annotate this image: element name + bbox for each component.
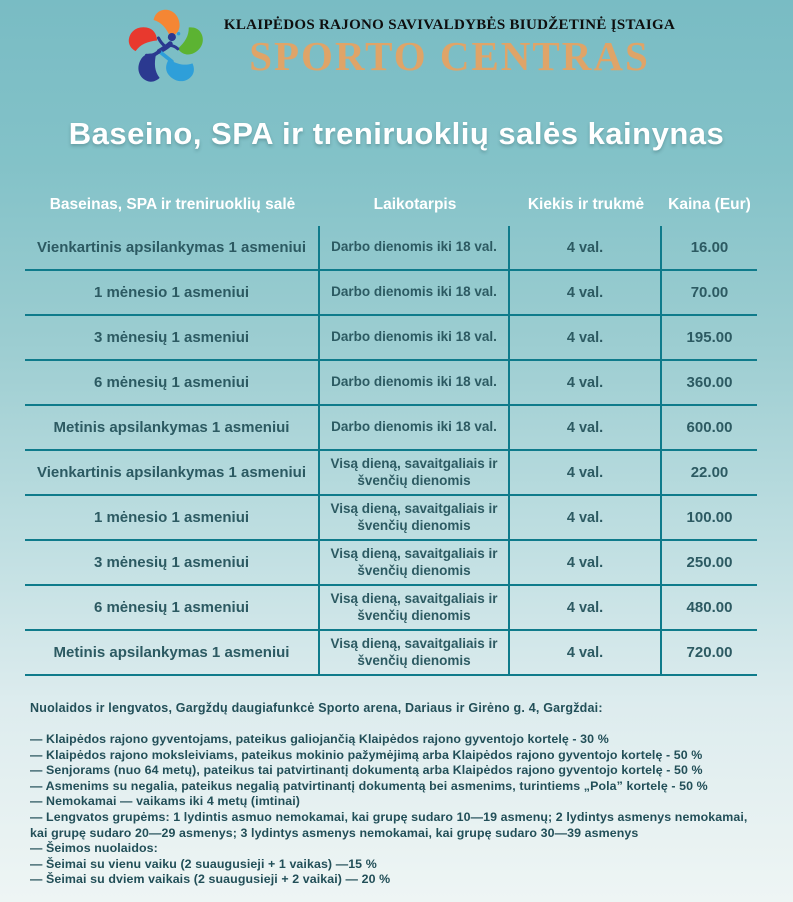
service-cell: 1 mėnesio 1 asmeniui [25,271,320,314]
table-row [25,496,757,541]
duration-cell: 4 val. [510,631,662,674]
price-cell: 360.00 [686,374,733,391]
discount-item: — Klaipėdos rajono gyventojams, pateikus galiojančią Klaipėdos rajono gyventojo kortelę - 30 % [30,732,609,746]
period-cell: Visą dieną, savaitgaliais ir švenčių dienomis [320,586,510,629]
price-cell: 100.00 [686,509,733,526]
period-cell: Darbo dienomis iki 18 val. [320,406,510,449]
period-cell: Darbo dienomis iki 18 val. [320,271,510,314]
period-cell: Visą dieną, savaitgaliais ir švenčių dienomis [320,541,510,584]
period-cell: Darbo dienomis iki 18 val. [320,316,510,359]
period-cell: Visą dieną, savaitgaliais ir švenčių dienomis [320,496,510,539]
service-cell: 1 mėnesio 1 asmeniui [25,496,320,539]
price-cell: 195.00 [686,329,733,346]
duration-cell: 4 val. [510,451,662,494]
table-row [25,316,757,361]
table-row [25,586,757,631]
duration-cell: 4 val. [510,406,662,449]
table-row [25,541,757,586]
org-name: SPORTO CENTRAS [249,33,650,80]
service-cell: Vienkartinis apsilankymas 1 asmeniui [25,451,320,494]
table-row [25,451,757,496]
table-row [25,226,757,271]
discount-item: — Lengvatos grupėms: 1 lydintis asmuo nemokamai, kai grupę sudaro 10—19 asmenų; 2 lydintys asmenys nemokamai, kai grupę sudaro 20—29 asmenys; 3 lydintys asmenys nemokamai, kai grupę sudaro 30—39 asmenys [30,809,748,840]
table-header-row [25,196,757,214]
discount-item: — Nemokamai — vaikams iki 4 metų (imtinai) [30,794,301,809]
service-cell: 6 mėnesių 1 asmeniui [25,361,320,404]
duration-cell: 4 val. [510,586,662,629]
duration-cell: 4 val. [510,361,662,404]
price-cell: 720.00 [686,644,733,661]
period-cell: Visą dieną, savaitgaliais ir švenčių dienomis [320,631,510,674]
column-header-price: Kaina (Eur) [668,196,751,213]
service-cell: Metinis apsilankymas 1 asmeniui [25,631,320,674]
org-text-block [224,17,675,78]
org-subtitle: KLAIPĖDOS RAJONO SAVIVALDYBĖS BIUDŽETINĖ ĮSTAIGA [223,17,676,34]
price-cell: 70.00 [690,284,729,301]
price-cell: 16.00 [690,239,729,256]
duration-cell: 4 val. [510,541,662,584]
header [0,0,793,90]
sporto-centras-logo [118,6,214,90]
service-cell: Metinis apsilankymas 1 asmeniui [25,406,320,449]
discount-item: — Asmenims su negalia, pateikus negalią patvirtinantį dokumentą bei asmenims, turintiems „Pola” kortelę - 50 % [30,778,708,793]
discount-item: — Šeimai su vienu vaiku (2 suaugusieji + 1 vaikas) —15 % [30,856,377,871]
period-cell: Darbo dienomis iki 18 val. [320,226,510,269]
period-cell: Darbo dienomis iki 18 val. [320,361,510,404]
discounts-list [30,732,762,888]
period-cell: Visą dieną, savaitgaliais ir švenčių dienomis [320,451,510,494]
column-header-period: Laikotarpis [373,196,457,213]
discounts-section [30,701,762,888]
price-table [25,196,757,676]
service-cell: 3 mėnesių 1 asmeniui [25,541,320,584]
duration-cell: 4 val. [510,226,662,269]
table-row [25,406,757,451]
discount-item: — Klaipėdos rajono moksleiviams, pateikus mokinio pažymėjimą arba Klaipėdos rajono gyventojo kortelę - 50 % [30,747,703,762]
service-cell: Vienkartinis apsilankymas 1 asmeniui [25,226,320,269]
duration-cell: 4 val. [510,271,662,314]
duration-cell: 4 val. [510,496,662,539]
discount-item: — Senjorams (nuo 64 metų), pateikus tai patvirtinantį dokumentą arba Klaipėdos rajono gyventojo kortelę - 50 % [30,763,703,778]
discounts-heading: Nuolaidos ir lengvatos, Gargždų daugiafunkcė Sporto arena, Dariaus ir Girėno g. 4, Gargždai: [30,701,603,715]
price-cell: 22.00 [690,464,729,481]
price-cell: 480.00 [686,599,733,616]
service-cell: 6 mėnesių 1 asmeniui [25,586,320,629]
service-cell: 3 mėnesių 1 asmeniui [25,316,320,359]
table-row [25,361,757,406]
discount-item: — Šeimos nuolaidos: [30,841,158,856]
page-title: Baseino, SPA ir treniruoklių salės kainynas [68,116,725,151]
discount-item: — Šeimai su dviem vaikais (2 suaugusieji + 2 vaikai) — 20 % [30,872,391,887]
duration-cell: 4 val. [510,316,662,359]
table-row [25,631,757,676]
column-header-service: Baseinas, SPA ir treniruoklių salė [49,196,296,213]
price-cell: 250.00 [686,554,733,571]
price-cell: 600.00 [686,419,733,436]
table-row [25,271,757,316]
column-header-amount: Kiekis ir trukmė [527,196,645,213]
